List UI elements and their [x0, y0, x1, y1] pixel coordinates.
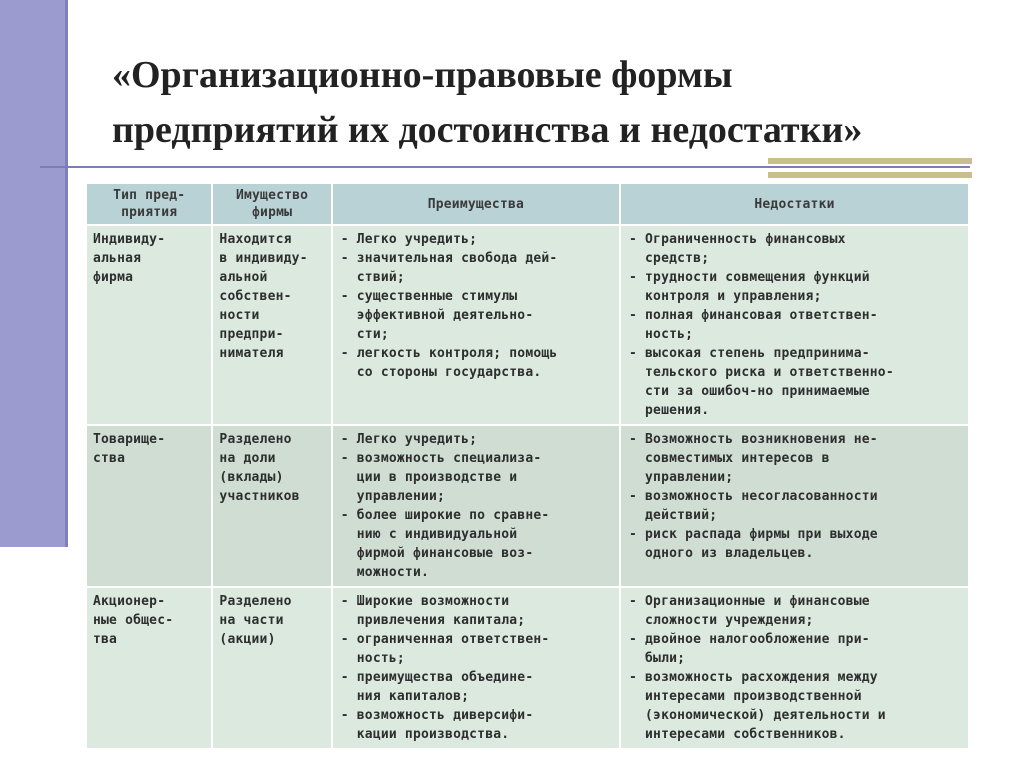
slide-title: «Организационно-правовые формы предприятий их достоинства и недостатки» — [112, 54, 863, 151]
list-item: - высокая степень предпринима- тельского риска и ответственно- сти за ошибоч-но принимаемые решения. — [627, 344, 962, 420]
list-item: - полная финансовая ответствен- ность; — [627, 306, 962, 344]
table-header-row — [86, 183, 969, 225]
header-advantages: Преимущества — [332, 183, 620, 225]
decorative-stripe-bottom — [768, 172, 972, 178]
list-item: - существенные стимулы эффективной деятельно- сти; — [339, 287, 613, 344]
list-item: - возможность несогласованности действий; — [627, 487, 962, 525]
list-item: - трудности совмещения функций контроля и управления; — [627, 268, 962, 306]
decorative-side-bar — [0, 0, 68, 547]
cell-enterprise-type: Индивиду- альная фирма — [86, 225, 212, 425]
comparison-table-container — [85, 182, 970, 742]
list-item: - преимущества объедине- ния капиталов; — [339, 668, 613, 706]
title-divider-line — [40, 166, 970, 168]
list-item: - риск распада фирмы при выходе одного из владельцев. — [627, 525, 962, 563]
list-item: - легкость контроля; помощь со стороны государства. — [339, 344, 613, 382]
table-row — [86, 587, 969, 749]
list-item: - Организационные и финансовые сложности учреждения; — [627, 592, 962, 630]
cell-firm-property: Находится в индивиду- альной собствен- ности предпри- нимателя — [212, 225, 331, 425]
list-item: - возможность диверсифи- кации производства. — [339, 706, 613, 744]
list-item: - двойное налогообложение при- были; — [627, 630, 962, 668]
advantages-list — [339, 230, 613, 382]
header-firm-property: Имущество фирмы — [212, 183, 331, 225]
list-item: - Широкие возможности привлечения капитала; — [339, 592, 613, 630]
disadvantages-list — [627, 430, 962, 563]
cell-advantages — [332, 225, 620, 425]
list-item: - Возможность возникновения не- совместимых интересов в управлении; — [627, 430, 962, 487]
decorative-stripe-top — [768, 158, 972, 164]
cell-firm-property: Разделено на части (акции) — [212, 587, 331, 749]
table-row — [86, 225, 969, 425]
list-item: - Легко учредить; — [339, 230, 613, 249]
table-row — [86, 425, 969, 587]
list-item: - ограниченная ответствен- ность; — [339, 630, 613, 668]
list-item: - возможность специализа- ции в производстве и управлении; — [339, 449, 613, 506]
disadvantages-list — [627, 592, 962, 744]
advantages-list — [339, 430, 613, 582]
list-item: - значительная свобода дей- ствий; — [339, 249, 613, 287]
cell-enterprise-type: Товарище- ства — [86, 425, 212, 587]
header-enterprise-type: Тип пред- приятия — [86, 183, 212, 225]
cell-enterprise-type: Акционер- ные общес- тва — [86, 587, 212, 749]
list-item: - более широкие по сравне- нию с индивидуальной фирмой финансовые воз- можности. — [339, 506, 613, 582]
comparison-table — [85, 182, 970, 750]
cell-firm-property: Разделено на доли (вклады) участников — [212, 425, 331, 587]
advantages-list — [339, 592, 613, 744]
list-item: - Легко учредить; — [339, 430, 613, 449]
list-item: - Ограниченность финансовых средств; — [627, 230, 962, 268]
header-disadvantages: Недостатки — [620, 183, 969, 225]
disadvantages-list — [627, 230, 962, 420]
cell-disadvantages — [620, 587, 969, 749]
cell-disadvantages — [620, 425, 969, 587]
list-item: - возможность расхождения между интересами производственной (экономической) деятельности и интересами собственников. — [627, 668, 962, 744]
cell-disadvantages — [620, 225, 969, 425]
cell-advantages — [332, 587, 620, 749]
cell-advantages — [332, 425, 620, 587]
